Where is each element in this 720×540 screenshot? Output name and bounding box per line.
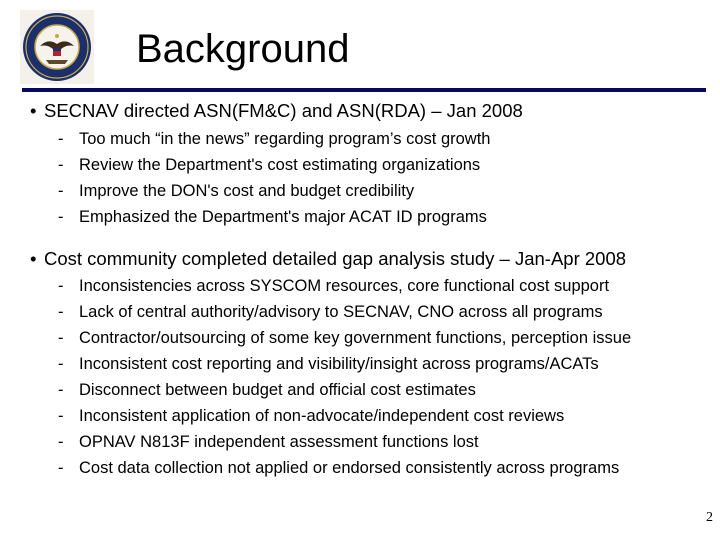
gap-analysis-list [58,273,631,481]
list-item: - Inconsistencies across SYSCOM resources, core functional cost support [58,277,610,295]
section-heading-secnav-directive: • SECNAV directed ASN(FM&C) and ASN(RDA) – Jan 2008 [30,100,523,121]
page-number: 2 [706,510,713,525]
list-item: - Contractor/outsourcing of some key government functions, perception issue [58,329,632,347]
department-of-navy-seal-logo [20,10,94,84]
list-item: - Emphasized the Department's major ACAT ID programs [58,208,487,226]
list-item: - Review the Department's cost estimating organizations [58,156,481,174]
list-item: - Disconnect between budget and official cost estimates [58,381,476,399]
list-item: - Lack of central authority/advisory to SECNAV, CNO across all programs [58,303,603,321]
list-item: - Inconsistent application of non-advocate/independent cost reviews [58,407,565,425]
title-divider [22,88,706,92]
list-item: - Too much “in the news” regarding program’s cost growth [58,130,491,148]
list-item: - Cost data collection not applied or endorsed consistently across programs [58,459,620,477]
slide-title: Background [136,27,350,71]
section-heading-gap-analysis: • Cost community completed detailed gap analysis study – Jan-Apr 2008 [30,248,627,269]
list-item: - Inconsistent cost reporting and visibility/insight across programs/ACATs [58,355,599,373]
secnav-directive-list [58,126,490,230]
list-item: - OPNAV N813F independent assessment functions lost [58,433,479,451]
list-item: - Improve the DON's cost and budget credibility [58,182,415,200]
